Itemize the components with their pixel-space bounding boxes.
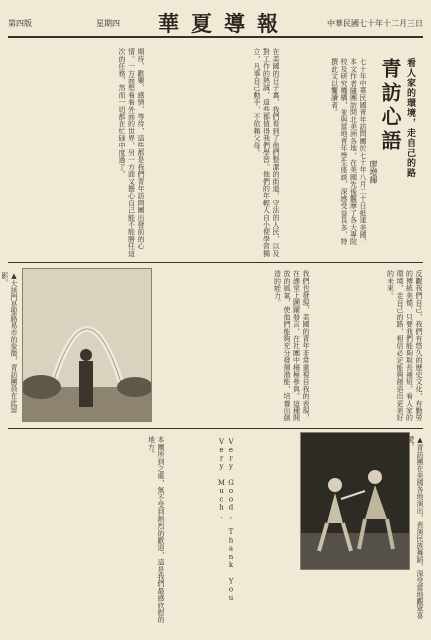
section-divider-2	[8, 428, 423, 429]
article-body-col4: 反觀我們自己，我們有悠久的歷史文化，有勤勞的傳統美德，只要我們能夠取長補短，看人家的環境，走自己的路，相信必定能夠創造出更美好的未來。	[386, 270, 423, 422]
article-body-col1: 期待、歡樂、感情、等待，這些都是我們青年訪問團出發前的心情。一方面想看看外面的世界，另一方面又擔心自己能不能勝任這次的任務，然而一切都在忙碌中度過了。	[118, 48, 145, 257]
dance-photo	[300, 432, 410, 570]
page-header	[8, 8, 423, 38]
page-label: 第四版	[8, 19, 32, 28]
english-quote: Very Good, Thank You Very Much.	[217, 438, 235, 602]
article-title: 青訪心語	[378, 58, 402, 154]
article-closing: 本團所到之處，無不受到熱烈的歡迎，這是我們最感欣慰的地方。	[147, 436, 165, 624]
arch-illustration	[23, 269, 151, 421]
article-subtitle: 看人家的環境，走自己的路	[405, 58, 415, 178]
article-body-col3: 我們也發現，美國的青年非常重視自我的表現，在課堂上踴躍發言，在社團中積極參與。這種開放的風氣，使他們能夠充分發揮潛能，培養出創造的能力。	[273, 270, 310, 422]
arch-photo	[22, 268, 152, 422]
dance-photo-caption: ▲青訪團在美國各地演出，表演民族舞蹈，深受當地觀眾喜愛。	[407, 436, 424, 619]
article-intro: 七十年中華民國青年訪問團於七十年八月二十日抵達美國，本文作者隨團訪問北美洲各地，在美國先後觀摩了各大專院校及研究機構，並與當地青年學生座談，深感受益良多，特撰此文以饗讀者。	[330, 58, 367, 246]
newspaper-title: 華夏導報	[158, 11, 290, 36]
article-body-col2: 在美國的日子裏，我們看到了他們整潔的街道，守法的人民，以及對工作的熱誠，這些都值得我們學習。他們的年輕人自小便學習獨立，凡事自己動手，不依賴父母。	[253, 48, 280, 257]
dance-illustration	[301, 433, 409, 569]
section-divider	[8, 262, 423, 263]
weekday-label: 星期四	[96, 19, 120, 28]
arch-photo-caption: ▲大拱門是聖路易市的象徵，青訪團員在此留影。	[1, 272, 18, 413]
publication-date: 中華民國七十年十二月三日	[327, 19, 423, 28]
article-author: 廖增輝	[369, 160, 378, 184]
